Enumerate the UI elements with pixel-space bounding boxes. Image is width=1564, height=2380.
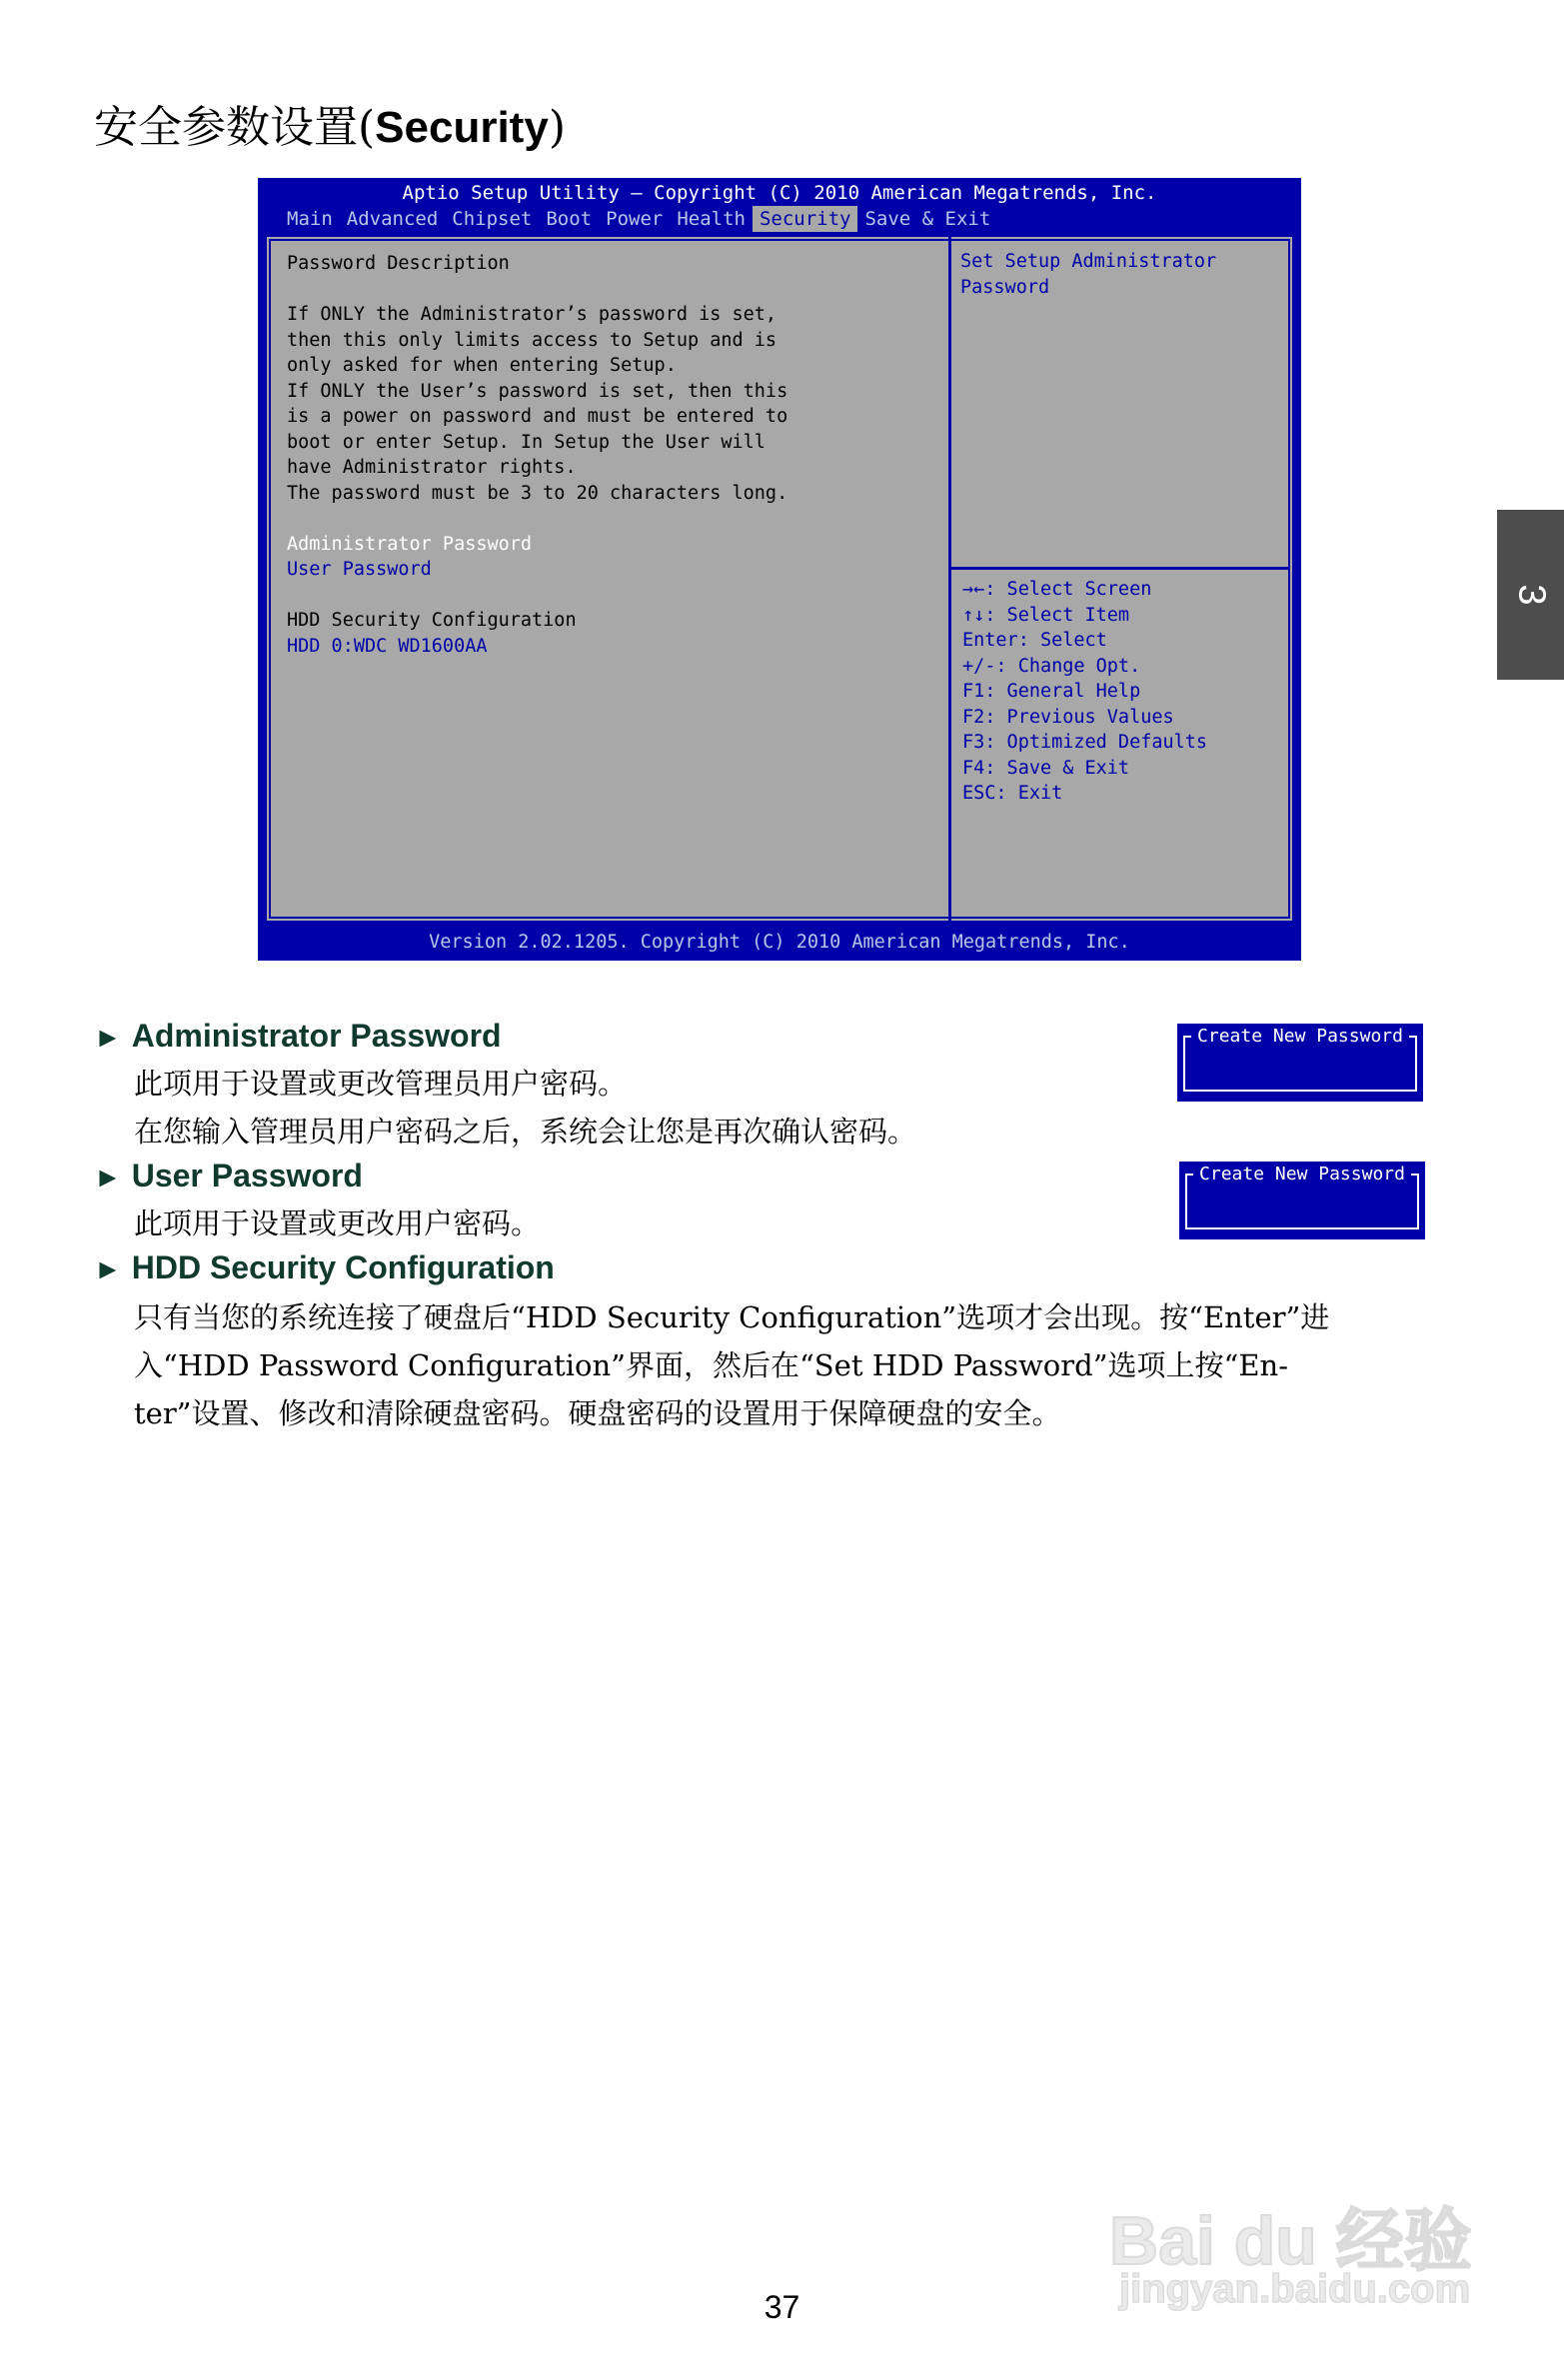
section-user-heading — [94, 1156, 363, 1197]
chapter-number: 3 — [1510, 584, 1552, 606]
bios-desc-line: is a power on password and must be entered to — [287, 406, 788, 427]
section-admin-title: Administrator Password — [131, 1018, 502, 1054]
key-select-item: ↑↓: Select Item — [962, 604, 1130, 626]
section-user-title: User Password — [131, 1158, 363, 1193]
key-f1: F1: General Help — [962, 681, 1141, 702]
arrow-icon: ► — [94, 1022, 122, 1053]
bios-item-admin-password[interactable]: Administrator Password — [287, 533, 533, 555]
bios-desc-line: The password must be 3 to 20 characters long. — [287, 482, 788, 504]
key-enter: Enter: Select — [962, 630, 1107, 651]
page-number: 37 — [764, 2289, 800, 2325]
hdd-desc-line-2: 入“HDD Password Configuration”界面，然后在“Set HDD Password”选项上按“En- — [134, 1348, 1288, 1382]
page-title-cn: 安全参数设置 — [94, 102, 358, 153]
bios-desc-line: have Administrator rights. — [287, 457, 577, 478]
bios-item-user-password[interactable]: User Password — [287, 559, 432, 580]
hdd-desc-line-1: 只有当您的系统连接了硬盘后“HDD Security Configuration”选项才会出现。按“Enter”进 — [134, 1300, 1330, 1334]
key-f4: F4: Save & Exit — [962, 757, 1130, 779]
section-hdd-title: HDD Security Configuration — [131, 1249, 555, 1285]
bios-main-panel — [264, 234, 1295, 924]
bios-tab-advanced[interactable]: Advanced — [346, 208, 439, 230]
page-title-paren-close: ) — [548, 102, 566, 153]
user-desc-line-1: 此项用于设置或更改用户密码。 — [134, 1206, 541, 1240]
key-change-opt: +/-: Change Opt. — [962, 655, 1141, 677]
page-title — [94, 100, 566, 156]
bios-desc-line: If ONLY the User’s password is set, then this — [287, 380, 788, 402]
bios-tab-chipset[interactable]: Chipset — [452, 208, 533, 230]
bios-desc-line — [287, 277, 936, 303]
bios-key-legend — [962, 577, 1207, 807]
bios-desc-line: then this only limits access to Setup and is — [287, 329, 778, 351]
bios-desc-line: only asked for when entering Setup. — [287, 355, 677, 376]
bios-item-hdd[interactable]: HDD 0:WDC WD1600AA — [287, 635, 488, 657]
section-hdd-heading — [94, 1247, 555, 1289]
key-select-screen: →←: Select Screen — [962, 579, 1152, 600]
bios-desc-line — [287, 506, 936, 532]
admin-desc-line-2: 在您输入管理员用户密码之后，系统会让您是再次确认密码。 — [134, 1115, 917, 1149]
bios-horizontal-divider — [950, 567, 1290, 570]
page-title-en: Security — [375, 103, 549, 152]
key-f2: F2: Previous Values — [962, 706, 1174, 728]
bios-desc-line: If ONLY the Administrator’s password is set, — [287, 304, 778, 325]
admin-desc-line-1: 此项用于设置或更改管理员用户密码。 — [134, 1067, 628, 1101]
hdd-desc-line-3: ter”设置、修改和清除硬盘密码。硬盘密码的设置用于保障硬盘的安全。 — [134, 1396, 1061, 1430]
bios-hdd-heading: HDD Security Configuration — [287, 610, 577, 631]
dialog-label: Create New Password — [1197, 1026, 1403, 1047]
bios-spacer — [287, 583, 936, 609]
arrow-icon: ► — [94, 1162, 122, 1192]
dialog-label: Create New Password — [1199, 1164, 1405, 1185]
bios-settings-list — [287, 251, 936, 659]
section-admin-heading — [94, 1016, 502, 1058]
bios-title: Aptio Setup Utility – Copyright (C) 2010 American Megatrends, Inc. — [402, 182, 1157, 204]
bios-tab-power[interactable]: Power — [606, 208, 664, 230]
watermark-url: jingyan.baidu.com — [1119, 2267, 1471, 2311]
bios-desc-line: boot or enter Setup. In Setup the User will — [287, 431, 766, 453]
bios-tab-bar — [280, 206, 997, 232]
user-create-password-dialog — [1179, 1162, 1425, 1239]
arrow-icon: ► — [94, 1253, 122, 1284]
page-title-paren-open: ( — [358, 102, 376, 153]
bios-tab-save-exit[interactable]: Save & Exit — [864, 208, 991, 230]
bios-footer: Version 2.02.1205. Copyright (C) 2010 American Megatrends, Inc. — [429, 932, 1130, 953]
chapter-tab — [1497, 510, 1564, 680]
watermark-logo: Bai du 经验 — [1109, 2203, 1472, 2279]
bios-tab-security[interactable]: Security — [753, 206, 858, 232]
bios-tab-main[interactable]: Main — [287, 208, 333, 230]
bios-desc-line: Password Description — [287, 253, 510, 274]
bios-vertical-divider — [948, 237, 951, 921]
admin-create-password-dialog — [1177, 1024, 1423, 1102]
key-esc: ESC: Exit — [962, 783, 1063, 804]
bios-screenshot — [258, 178, 1301, 961]
key-f3: F3: Optimized Defaults — [962, 732, 1208, 753]
bios-tab-health[interactable]: Health — [677, 208, 746, 230]
bios-tab-boot[interactable]: Boot — [546, 208, 593, 230]
bios-help-text: Set Setup Administrator Password — [960, 251, 1217, 298]
